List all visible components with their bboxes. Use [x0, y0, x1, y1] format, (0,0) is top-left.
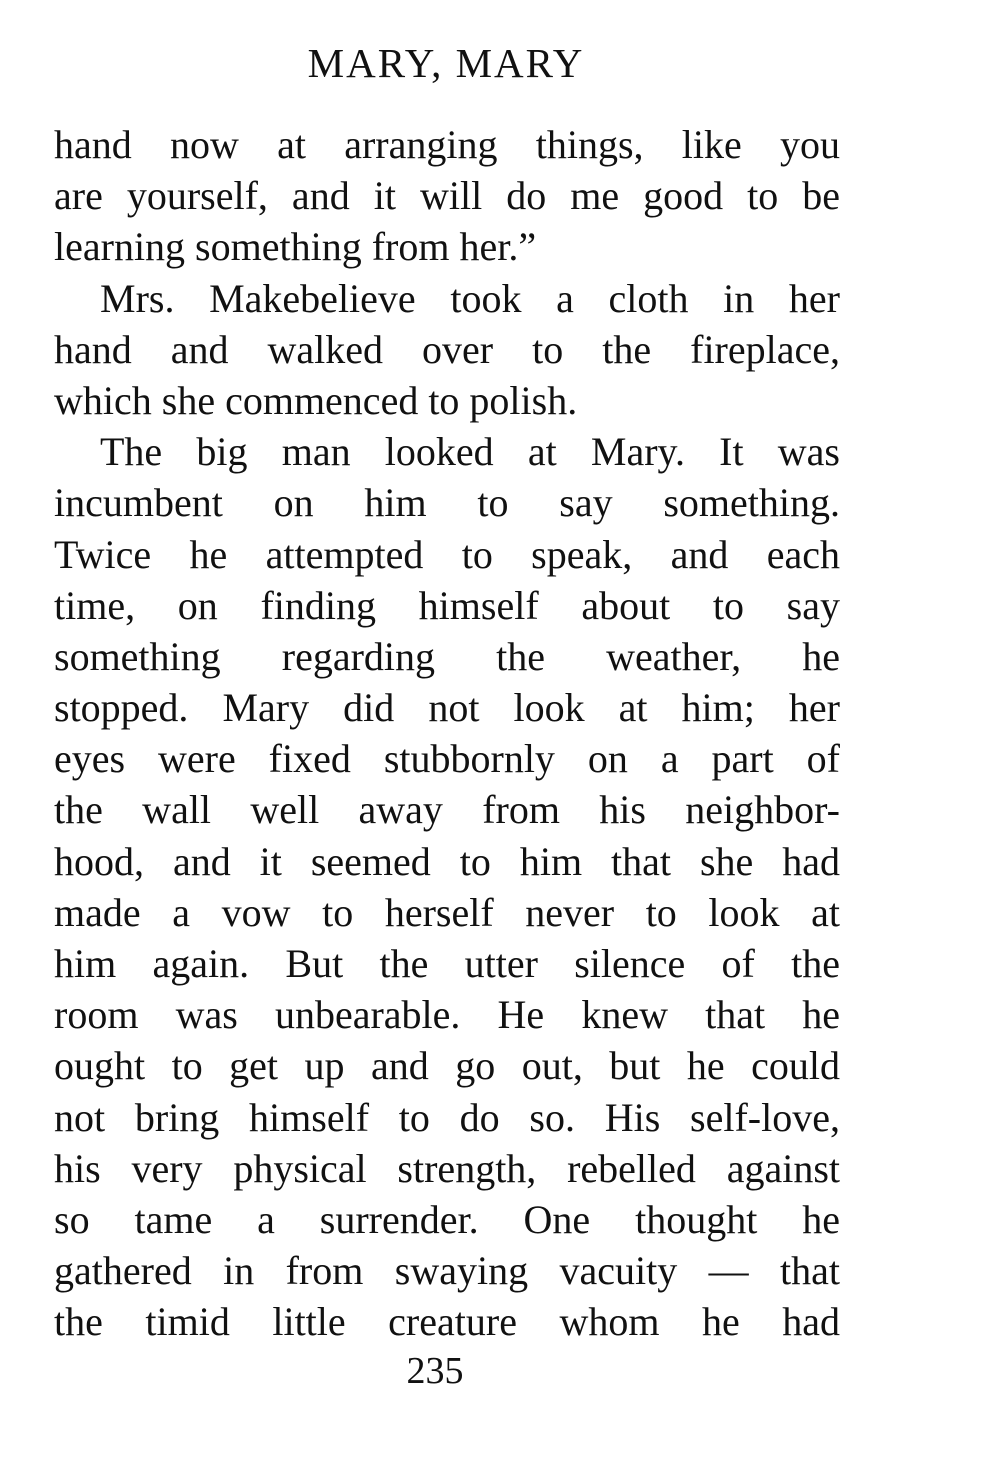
text-line: ought to get up and go out, but he could: [54, 1043, 840, 1089]
text-line: stopped. Mary did not look at him; her: [54, 685, 840, 731]
text-line: The big man looked at Mary. It was: [100, 429, 840, 475]
text-line: the timid little creature whom he had: [54, 1299, 840, 1345]
text-line: something regarding the weather, he: [54, 633, 840, 679]
text-line: so tame a surrender. One thought he: [54, 1196, 840, 1242]
text-line: are yourself, and it will do me good to be: [54, 173, 840, 219]
text-line: learning something from her.”: [54, 224, 537, 270]
text-line: his very physical strength, rebelled against: [54, 1145, 840, 1191]
text-line: hood, and it seemed to him that she had: [54, 838, 840, 884]
text-line: made a vow to herself never to look at: [54, 889, 840, 935]
text-line: hand and walked over to the fireplace,: [54, 326, 840, 372]
page-number: 235: [406, 1350, 464, 1392]
text-line: Mrs. Makebelieve took a cloth in her: [100, 275, 840, 321]
body-text: [54, 119, 840, 1348]
text-line: hand now at arranging things, like you: [54, 122, 840, 167]
text-line: Twice he attempted to speak, and each: [54, 531, 840, 577]
text-line: gathered in from swaying vacuity — that: [54, 1248, 840, 1294]
text-line: which she commenced to polish.: [54, 377, 578, 423]
text-line: incumbent on him to say something.: [54, 480, 840, 526]
running-title: MARY, MARY: [307, 40, 585, 86]
text-line: room was unbearable. He knew that he: [54, 992, 840, 1038]
text-line: not bring himself to do so. His self-love,: [54, 1094, 840, 1140]
text-line: the wall well away from his neighbor-: [54, 787, 840, 833]
text-line: eyes were fixed stubbornly on a part of: [54, 736, 840, 782]
text-line: him again. But the utter silence of the: [54, 941, 840, 986]
text-line: time, on finding himself about to say: [54, 582, 840, 628]
